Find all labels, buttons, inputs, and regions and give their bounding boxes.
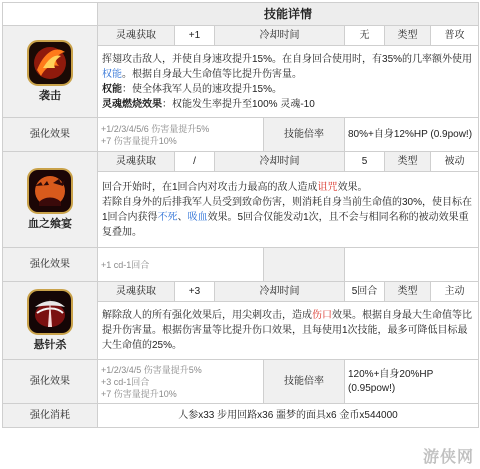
- type-label: 类型: [385, 26, 431, 46]
- type-value: 主动: [431, 282, 479, 302]
- skill-cell-3: [3, 282, 98, 360]
- rate-value-empty: [345, 248, 479, 282]
- needle-kill-skill-icon: [27, 289, 73, 335]
- cooldown-label: 冷却时间: [215, 152, 345, 172]
- type-value: 被动: [431, 152, 479, 172]
- soul-label: 灵魂获取: [98, 26, 175, 46]
- skill-name: 悬针杀: [33, 339, 67, 351]
- skill-detail-table: [2, 2, 479, 428]
- rate-label-empty: [264, 248, 345, 282]
- rate-value: 120%+自身20%HP (0.95pow!): [345, 360, 479, 404]
- soul-value: +1: [175, 26, 215, 46]
- enhance-list: +1 cd-1回合: [98, 248, 264, 282]
- rate-label: 技能倍率: [264, 360, 345, 404]
- skill-description: 挥翅攻击敌人，并使自身速攻提升15%。在自身回合使用时，有35%的几率额外使用权能。根据自身最大生命值等比提升伤害量。 权能：使全体我军人员的速攻提升15%。 灵魂燃烧效果：权能发生率提升至100% 灵魂-10: [98, 46, 479, 118]
- soul-label: 灵魂获取: [98, 282, 175, 302]
- soul-value: /: [175, 152, 215, 172]
- soul-label: 灵魂获取: [98, 152, 175, 172]
- skill-description: 回合开始时，在1回合内对攻击力最高的敌人造成诅咒效果。 若除自身外的后排我军人员受到致命伤害，则消耗自身当前生命值的30%，使目标在1回合内获得不死、吸血效果。5回合仅能发动1次，且不会与相同名称的被动效果重复叠加。: [98, 172, 479, 248]
- cooldown-value: 5: [345, 152, 385, 172]
- rate-label: 技能倍率: [264, 118, 345, 152]
- skill-cell-1: [3, 26, 98, 118]
- enhance-list: +1/2/3/4/5/6 伤害量提升5% +7 伤害量提升10%: [98, 118, 264, 152]
- type-label: 类型: [385, 282, 431, 302]
- cooldown-label: 冷却时间: [215, 26, 345, 46]
- skill-name: 血之飨宴: [28, 218, 72, 230]
- enhance-label: 强化效果: [3, 360, 98, 404]
- consume-label: 强化消耗: [3, 404, 98, 428]
- enhance-label: 强化效果: [3, 248, 98, 282]
- type-value: 普攻: [431, 26, 479, 46]
- cooldown-value: 5回合: [345, 282, 385, 302]
- soul-value: +3: [175, 282, 215, 302]
- rate-value: 80%+自身12%HP (0.9pow!): [345, 118, 479, 152]
- blood-feast-skill-icon: [27, 168, 73, 214]
- cooldown-value: 无: [345, 26, 385, 46]
- skill-description: 解除敌人的所有强化效果后，用尖刺攻击，造成伤口效果。根据自身最大生命值等比提升伤害量。根据伤害量等比提升伤口效果，且每使用1次技能，最多可降低目标最大生命值的25%。: [98, 302, 479, 360]
- consume-value: 人参x33 步用回路x36 噩梦的面具x6 金币x544000: [98, 404, 479, 428]
- table-title: 技能详情: [98, 3, 479, 26]
- cooldown-label: 冷却时间: [215, 282, 345, 302]
- type-label: 类型: [385, 152, 431, 172]
- skill-name: 袭击: [39, 90, 61, 102]
- enhance-label: 强化效果: [3, 118, 98, 152]
- watermark: 游侠网: [422, 449, 474, 466]
- enhance-list: +1/2/3/4/5 伤害量提升5% +3 cd-1回合 +7 伤害量提升10%: [98, 360, 264, 404]
- skill-cell-2: [3, 152, 98, 248]
- phoenix-skill-icon: [27, 40, 73, 86]
